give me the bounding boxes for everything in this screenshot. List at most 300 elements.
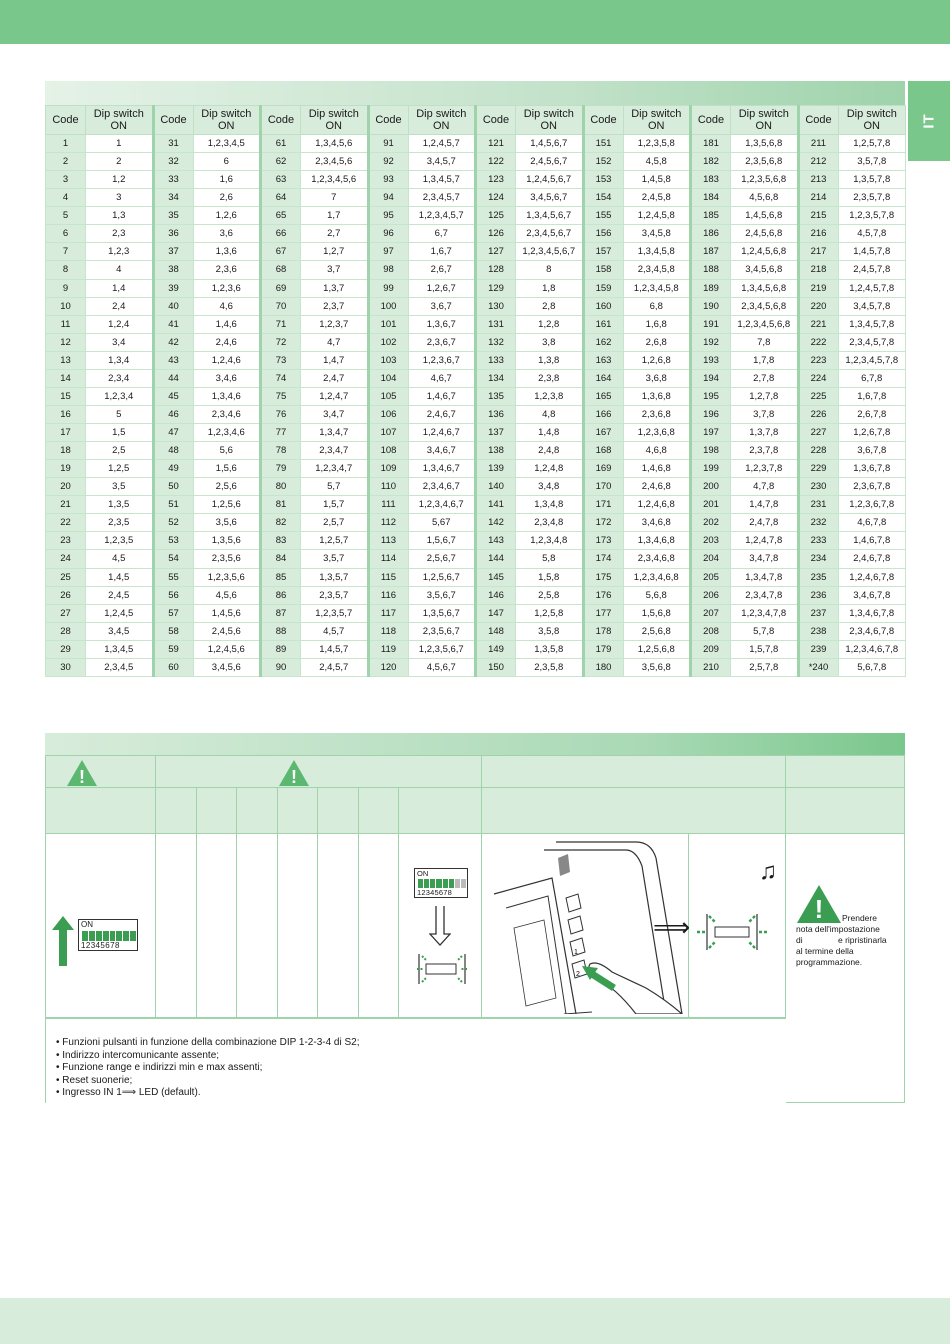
code-cell: 70 xyxy=(261,297,301,315)
code-cell: 212 xyxy=(798,153,838,171)
dip-switch-cell: 3 xyxy=(86,189,154,207)
code-cell: 208 xyxy=(691,622,731,640)
code-cell: 96 xyxy=(368,225,408,243)
dip-switch-cell: 1,4,5 xyxy=(86,568,154,586)
code-cell: 175 xyxy=(583,568,623,586)
code-cell: 65 xyxy=(261,207,301,225)
code-cell: 107 xyxy=(368,424,408,442)
dip-switch-cell: 1,4,6,7,8 xyxy=(838,532,906,550)
dip-switch-cell: 1,2,3,7,8 xyxy=(731,460,799,478)
code-cell: 75 xyxy=(261,387,301,405)
language-tab-label: IT xyxy=(920,113,938,129)
dip-switch-cell: 1,2,3,4,6 xyxy=(193,424,261,442)
table-row xyxy=(46,333,906,351)
code-cell: 18 xyxy=(46,442,86,460)
dip-switch-cell: 1,2,3,5,6,8 xyxy=(731,171,799,189)
code-cell: 77 xyxy=(261,424,301,442)
code-cell: 17 xyxy=(46,424,86,442)
code-cell: 66 xyxy=(261,225,301,243)
dip-switch-cell: 1,2,6 xyxy=(193,207,261,225)
dip-switch-cell: 3,4,6,7,8 xyxy=(838,586,906,604)
code-cell: 6 xyxy=(46,225,86,243)
dip-switch-cell: 1,2,3,6,7,8 xyxy=(838,496,906,514)
dip-switch-cell: 1,2,4,5,6,8 xyxy=(731,243,799,261)
dip-switch-cell: 4,5 xyxy=(86,550,154,568)
dip-switch-cell: 2,4,5 xyxy=(86,586,154,604)
code-cell: 150 xyxy=(476,658,516,676)
code-cell: 142 xyxy=(476,514,516,532)
dip-switch-cell: 1,2,4,6,7,8 xyxy=(838,568,906,586)
step-cell xyxy=(318,834,359,1018)
step-cell-dip xyxy=(46,834,156,1018)
dip-switch-cell: 4,5,6 xyxy=(193,586,261,604)
code-cell: 105 xyxy=(368,387,408,405)
code-cell: 26 xyxy=(46,586,86,604)
code-cell: 80 xyxy=(261,478,301,496)
dip-switch-cell: 8 xyxy=(516,261,584,279)
code-cell: 169 xyxy=(583,460,623,478)
dip-switch-cell: 1,2,7 xyxy=(301,243,369,261)
code-cell: 7 xyxy=(46,243,86,261)
dip-switch-cell: 1,2,3 xyxy=(86,243,154,261)
table-row xyxy=(46,153,906,171)
code-cell: 191 xyxy=(691,315,731,333)
dip-switch-cell: 1,3,5 xyxy=(86,496,154,514)
code-cell: 53 xyxy=(153,532,193,550)
code-cell: 214 xyxy=(798,189,838,207)
table-row xyxy=(46,424,906,442)
code-cell: 174 xyxy=(583,550,623,568)
dip-switch-cell: 1,7 xyxy=(301,207,369,225)
dip-switch-cell: 1,3,5,6,8 xyxy=(731,135,799,153)
code-cell: 203 xyxy=(691,532,731,550)
code-cell: 60 xyxy=(153,658,193,676)
code-cell: 85 xyxy=(261,568,301,586)
dip-switch-cell: 3,6,8 xyxy=(623,369,691,387)
dip-switch-cell: 2,3,6,7,8 xyxy=(838,478,906,496)
header-code: Code xyxy=(153,106,193,135)
dip-switch-cell: 1,4,6 xyxy=(193,315,261,333)
dip-switch-cell: 1,2,3,5 xyxy=(86,532,154,550)
dip-switch-cell: 2,5,6,7 xyxy=(408,550,476,568)
default-settings-notes xyxy=(46,1018,786,1103)
dip-switch-cell: 1,5,6,7 xyxy=(408,532,476,550)
code-cell: 89 xyxy=(261,640,301,658)
code-cell: 162 xyxy=(583,333,623,351)
code-cell: 115 xyxy=(368,568,408,586)
note-item: • Reset suonerie; xyxy=(56,1075,360,1088)
code-cell: 79 xyxy=(261,460,301,478)
dip-switch-cell: 1,4,5,7 xyxy=(301,640,369,658)
code-cell: 236 xyxy=(798,586,838,604)
dip-switch-cell: 7 xyxy=(301,189,369,207)
dip-switch-cell: 3,5,6,8 xyxy=(623,658,691,676)
code-cell: 180 xyxy=(583,658,623,676)
header-code: Code xyxy=(798,106,838,135)
code-cell: 110 xyxy=(368,478,408,496)
dip-switch-cell: 1,2,3,5,7,8 xyxy=(838,207,906,225)
code-cell: 84 xyxy=(261,550,301,568)
code-cell: 29 xyxy=(46,640,86,658)
code-cell: 195 xyxy=(691,387,731,405)
code-cell: 133 xyxy=(476,351,516,369)
dip-switch-cell: 1,2,3,4,7 xyxy=(301,460,369,478)
note-cell xyxy=(786,834,904,1102)
code-cell: 238 xyxy=(798,622,838,640)
dip-on-label: ON xyxy=(417,869,429,878)
dip-switch-cell: 5,7 xyxy=(301,478,369,496)
code-cell: 4 xyxy=(46,189,86,207)
dip-switch-cell: 2,3,8 xyxy=(516,369,584,387)
dip-switch-cell: 5,8 xyxy=(516,550,584,568)
code-cell: 198 xyxy=(691,442,731,460)
code-cell: 186 xyxy=(691,225,731,243)
dip-switch-cell: 5,6,8 xyxy=(623,586,691,604)
dip-switch-cell: 2,3 xyxy=(86,225,154,243)
code-cell: 144 xyxy=(476,550,516,568)
code-cell: 178 xyxy=(583,622,623,640)
dip-switch-cell: 1,2,3,8 xyxy=(516,387,584,405)
subheader-cell xyxy=(359,788,399,834)
dip-switch-cell: 1,3,4,5 xyxy=(86,640,154,658)
procedure-header-band xyxy=(45,733,905,755)
header-dip-switch-on: Dip switch ON xyxy=(86,106,154,135)
dip-switch-cell: 1,4,6,7 xyxy=(408,387,476,405)
dip-switch-all-on xyxy=(78,919,138,951)
code-cell: 19 xyxy=(46,460,86,478)
note-item: • Funzioni pulsanti in funzione della combinazione DIP 1-2-3-4 di S2; xyxy=(56,1037,360,1050)
code-cell: 124 xyxy=(476,189,516,207)
dip-switch-cell: 4 xyxy=(86,261,154,279)
table-row xyxy=(46,640,906,658)
step-cell xyxy=(237,834,278,1018)
code-cell: 93 xyxy=(368,171,408,189)
code-cell: 210 xyxy=(691,658,731,676)
dip-switch-cell: 4,8 xyxy=(516,405,584,423)
dip-switch-cell: 1,2,3,4,5,6,8 xyxy=(731,315,799,333)
code-cell: 121 xyxy=(476,135,516,153)
code-cell: 140 xyxy=(476,478,516,496)
code-cell: 134 xyxy=(476,369,516,387)
dip-switch-cell: 3,4,5,6,8 xyxy=(731,261,799,279)
header-dip-switch-on: Dip switch ON xyxy=(731,106,799,135)
step-cell xyxy=(278,834,318,1018)
dip-switch-cell: 5 xyxy=(86,405,154,423)
dip-switch-cell: 2,4,8 xyxy=(516,442,584,460)
dip-switch-cell: 1,4 xyxy=(86,279,154,297)
dip-switch-cell: 2,3,4,5,6,7 xyxy=(516,225,584,243)
step-cell xyxy=(359,834,399,1018)
dip-switch-cell: 4,7 xyxy=(301,333,369,351)
dip-switch-cell: 1,2,3,4,6,8 xyxy=(623,568,691,586)
dip-switch-cell: 1,3,4,6,7 xyxy=(408,460,476,478)
dip-switch-cell: 1,6 xyxy=(193,171,261,189)
code-cell: 55 xyxy=(153,568,193,586)
dip-switch-cell: 1,4,5,8 xyxy=(623,171,691,189)
code-cell: 226 xyxy=(798,405,838,423)
subheader-cell xyxy=(399,788,482,834)
dip-switch-cell: 3,4,5,6,7 xyxy=(516,189,584,207)
dip-switch-cell: 1,8 xyxy=(516,279,584,297)
dip-switch-cell: 1,2,3,4,5,7 xyxy=(408,207,476,225)
code-cell: 136 xyxy=(476,405,516,423)
header-code: Code xyxy=(261,106,301,135)
dip-switch-cell: 2,3,6 xyxy=(193,261,261,279)
dip-switch-cell: 3,4,5 xyxy=(86,622,154,640)
dip-switch-cell: 1,4,6,8 xyxy=(623,460,691,478)
code-cell: 32 xyxy=(153,153,193,171)
dip-switch-cell: 1,2 xyxy=(86,171,154,189)
dip-switch-cell: 1,2,5,6,7 xyxy=(408,568,476,586)
code-cell: 173 xyxy=(583,532,623,550)
code-cell: 78 xyxy=(261,442,301,460)
code-cell: 237 xyxy=(798,604,838,622)
code-cell: 184 xyxy=(691,189,731,207)
code-cell: 194 xyxy=(691,369,731,387)
code-cell: 117 xyxy=(368,604,408,622)
code-cell: 11 xyxy=(46,315,86,333)
code-cell: 153 xyxy=(583,171,623,189)
note-line: e ripristinarla xyxy=(838,935,887,945)
code-cell: 200 xyxy=(691,478,731,496)
subheader-cell xyxy=(197,788,237,834)
language-tab[interactable] xyxy=(908,81,950,161)
code-cell: 145 xyxy=(476,568,516,586)
dip-switch-cell: 1,2,8 xyxy=(516,315,584,333)
code-cell: 103 xyxy=(368,351,408,369)
table-row xyxy=(46,171,906,189)
table-row xyxy=(46,369,906,387)
table-row xyxy=(46,189,906,207)
dip-switch-cell: 2,3,4,5,7,8 xyxy=(838,333,906,351)
dip-switch-cell: 2,3,4,5,7 xyxy=(408,189,476,207)
warning-icon xyxy=(278,759,310,787)
dip-switch-cell: 2,4,6,8 xyxy=(623,478,691,496)
dip-switch-cell: 4,6,8 xyxy=(623,442,691,460)
table-row xyxy=(46,478,906,496)
note-line: di xyxy=(796,935,803,945)
code-cell: 113 xyxy=(368,532,408,550)
code-cell: 15 xyxy=(46,387,86,405)
dip-switch-cell: 1,6,8 xyxy=(623,315,691,333)
code-cell: 102 xyxy=(368,333,408,351)
dip-switch-cell: 1,3,7 xyxy=(301,279,369,297)
code-cell: 31 xyxy=(153,135,193,153)
code-cell: 51 xyxy=(153,496,193,514)
warning-icon xyxy=(66,759,98,787)
dip-on-label: ON xyxy=(81,920,93,929)
dip-switch-cell: 1,3,8 xyxy=(516,351,584,369)
dip-switch-cell: 2,5,8 xyxy=(516,586,584,604)
code-cell: 185 xyxy=(691,207,731,225)
code-cell: 86 xyxy=(261,586,301,604)
code-cell: 24 xyxy=(46,550,86,568)
dip-switch-cell: 1,2,5,8 xyxy=(516,604,584,622)
code-cell: 131 xyxy=(476,315,516,333)
dip-switch-cell: 1,3,4,6 xyxy=(193,387,261,405)
code-cell: 130 xyxy=(476,297,516,315)
code-cell: 42 xyxy=(153,333,193,351)
note-line: al termine della xyxy=(796,946,854,956)
dip-switch-cell: 2,6,7 xyxy=(408,261,476,279)
dip-switch-cell: 1,2,3,4,5,6 xyxy=(301,171,369,189)
dip-switch-cell: 1,6,7,8 xyxy=(838,387,906,405)
code-cell: 148 xyxy=(476,622,516,640)
code-cell: 135 xyxy=(476,387,516,405)
code-cell: 44 xyxy=(153,369,193,387)
code-cell: 45 xyxy=(153,387,193,405)
code-cell: 235 xyxy=(798,568,838,586)
header-cell-1 xyxy=(46,756,156,788)
code-cell: 126 xyxy=(476,225,516,243)
dip-switch-cell: 1,3,4,5,8 xyxy=(623,243,691,261)
warning-icon xyxy=(796,884,842,924)
code-cell: 57 xyxy=(153,604,193,622)
code-cell: 43 xyxy=(153,351,193,369)
dip-switch-cell: 2,4,7,8 xyxy=(731,514,799,532)
dip-switch-cell: 6,7 xyxy=(408,225,476,243)
header-dip-switch-on: Dip switch ON xyxy=(623,106,691,135)
code-cell: 199 xyxy=(691,460,731,478)
code-cell: 47 xyxy=(153,424,193,442)
dip-switch-cell: 1,3,6,7 xyxy=(408,315,476,333)
subheader-cell xyxy=(46,788,156,834)
table-row xyxy=(46,586,906,604)
dip-switch-cell: 1,3,4,8 xyxy=(516,496,584,514)
code-cell: 92 xyxy=(368,153,408,171)
code-cell: 229 xyxy=(798,460,838,478)
procedure-panel xyxy=(45,755,905,1103)
dip-switch-cell: 5,6 xyxy=(193,442,261,460)
table-row xyxy=(46,550,906,568)
dip-switch-cell: 1,2,3,5,6,7 xyxy=(408,640,476,658)
code-cell: 97 xyxy=(368,243,408,261)
header-code: Code xyxy=(46,106,86,135)
table-row xyxy=(46,496,906,514)
note-line: programmazione. xyxy=(796,957,863,967)
table-row xyxy=(46,135,906,153)
dip-switch-cell: 2,6,7,8 xyxy=(838,405,906,423)
dip-switch-cell: 4,7,8 xyxy=(731,478,799,496)
dip-switch-cell: 2,3,5,7,8 xyxy=(838,189,906,207)
code-cell: 231 xyxy=(798,496,838,514)
result-cell xyxy=(653,834,786,1018)
code-cell: 165 xyxy=(583,387,623,405)
dip-switch-cell: 1,5,6 xyxy=(193,460,261,478)
dip-switch-cell: 1,2,4,6,8 xyxy=(623,496,691,514)
dip-switch-cell: 2,5,7 xyxy=(301,514,369,532)
dip-switch-cell: 3,5,7,8 xyxy=(838,153,906,171)
dip-switch-cell: 3,5,6,7 xyxy=(408,586,476,604)
code-cell: 239 xyxy=(798,640,838,658)
code-cell: 172 xyxy=(583,514,623,532)
code-cell: 40 xyxy=(153,297,193,315)
code-cell: 196 xyxy=(691,405,731,423)
svg-text:1: 1 xyxy=(574,949,578,956)
table-row xyxy=(46,351,906,369)
subheader-cell xyxy=(278,788,318,834)
code-cell: 164 xyxy=(583,369,623,387)
subheader-cell xyxy=(786,788,904,834)
note-line: nota dell'impostazione xyxy=(796,924,880,934)
dip-switch-cell: 3,4,7,8 xyxy=(731,550,799,568)
dip-switch-cell: 2,5,6 xyxy=(193,478,261,496)
code-cell: 119 xyxy=(368,640,408,658)
code-cell: 33 xyxy=(153,171,193,189)
code-cell: 3 xyxy=(46,171,86,189)
code-cell: 10 xyxy=(46,297,86,315)
table-row xyxy=(46,261,906,279)
bottom-banner xyxy=(0,1298,950,1344)
code-cell: 146 xyxy=(476,586,516,604)
header-cell-4 xyxy=(786,756,904,788)
code-cell: 2 xyxy=(46,153,86,171)
code-cell: 22 xyxy=(46,514,86,532)
code-cell: 109 xyxy=(368,460,408,478)
code-cell: 166 xyxy=(583,405,623,423)
dip-switch-cell: 3,4 xyxy=(86,333,154,351)
code-cell: 218 xyxy=(798,261,838,279)
dip-switch-cell: 1,6,7 xyxy=(408,243,476,261)
dip-switch-cell: 1,3 xyxy=(86,207,154,225)
code-cell: 220 xyxy=(798,297,838,315)
dip-switch-cell: 1,3,5,6,7 xyxy=(408,604,476,622)
table-row xyxy=(46,622,906,640)
dip-switch-cell: 2,3,7 xyxy=(301,297,369,315)
code-cell: 41 xyxy=(153,315,193,333)
dip-switch-cell: 2,7 xyxy=(301,225,369,243)
dip-switch-cell: 1,3,4,5,6 xyxy=(301,135,369,153)
dip-switch-cell: 1,5,7,8 xyxy=(731,640,799,658)
dip-switch-cell: 2,5 xyxy=(86,442,154,460)
code-cell: 37 xyxy=(153,243,193,261)
code-cell: 157 xyxy=(583,243,623,261)
code-cell: 12 xyxy=(46,333,86,351)
step-cell xyxy=(197,834,237,1018)
step-cell xyxy=(156,834,197,1018)
dip-switch-cell: 3,7 xyxy=(301,261,369,279)
subheader-cell xyxy=(156,788,197,834)
dip-switch-cell: 1,2,3,4,5,6,7 xyxy=(516,243,584,261)
code-cell: 224 xyxy=(798,369,838,387)
code-cell: 159 xyxy=(583,279,623,297)
code-cell: 160 xyxy=(583,297,623,315)
dip-switch-cell: 2,7,8 xyxy=(731,369,799,387)
code-cell: 171 xyxy=(583,496,623,514)
dip-switch-cell: 2,5,7,8 xyxy=(731,658,799,676)
code-cell: 188 xyxy=(691,261,731,279)
dip-switch-cell: 1,4,5,6,7 xyxy=(516,135,584,153)
code-cell: 143 xyxy=(476,532,516,550)
code-cell: 8 xyxy=(46,261,86,279)
header-cell-3 xyxy=(482,756,786,788)
dip-switch-cell: 2,4,5,6 xyxy=(193,622,261,640)
dip-switch-cell: 1,2,4,7 xyxy=(301,387,369,405)
music-note-icon: ♫ xyxy=(759,858,777,885)
dip-switch-cell: 1,5,6,8 xyxy=(623,604,691,622)
code-cell: 14 xyxy=(46,369,86,387)
code-cell: 68 xyxy=(261,261,301,279)
note-line: Prendere xyxy=(842,913,877,923)
dip-switch-cell: 4,5,7,8 xyxy=(838,225,906,243)
code-cell: 227 xyxy=(798,424,838,442)
led-blink-icon xyxy=(415,950,469,990)
dip-switch-cell: 3,6,7 xyxy=(408,297,476,315)
dip-switch-cell: 2,8 xyxy=(516,297,584,315)
dip-switch-cell: 1,2,4,6 xyxy=(193,351,261,369)
code-cell: 82 xyxy=(261,514,301,532)
dip-switch-cell: 1,2,3,4,5 xyxy=(193,135,261,153)
